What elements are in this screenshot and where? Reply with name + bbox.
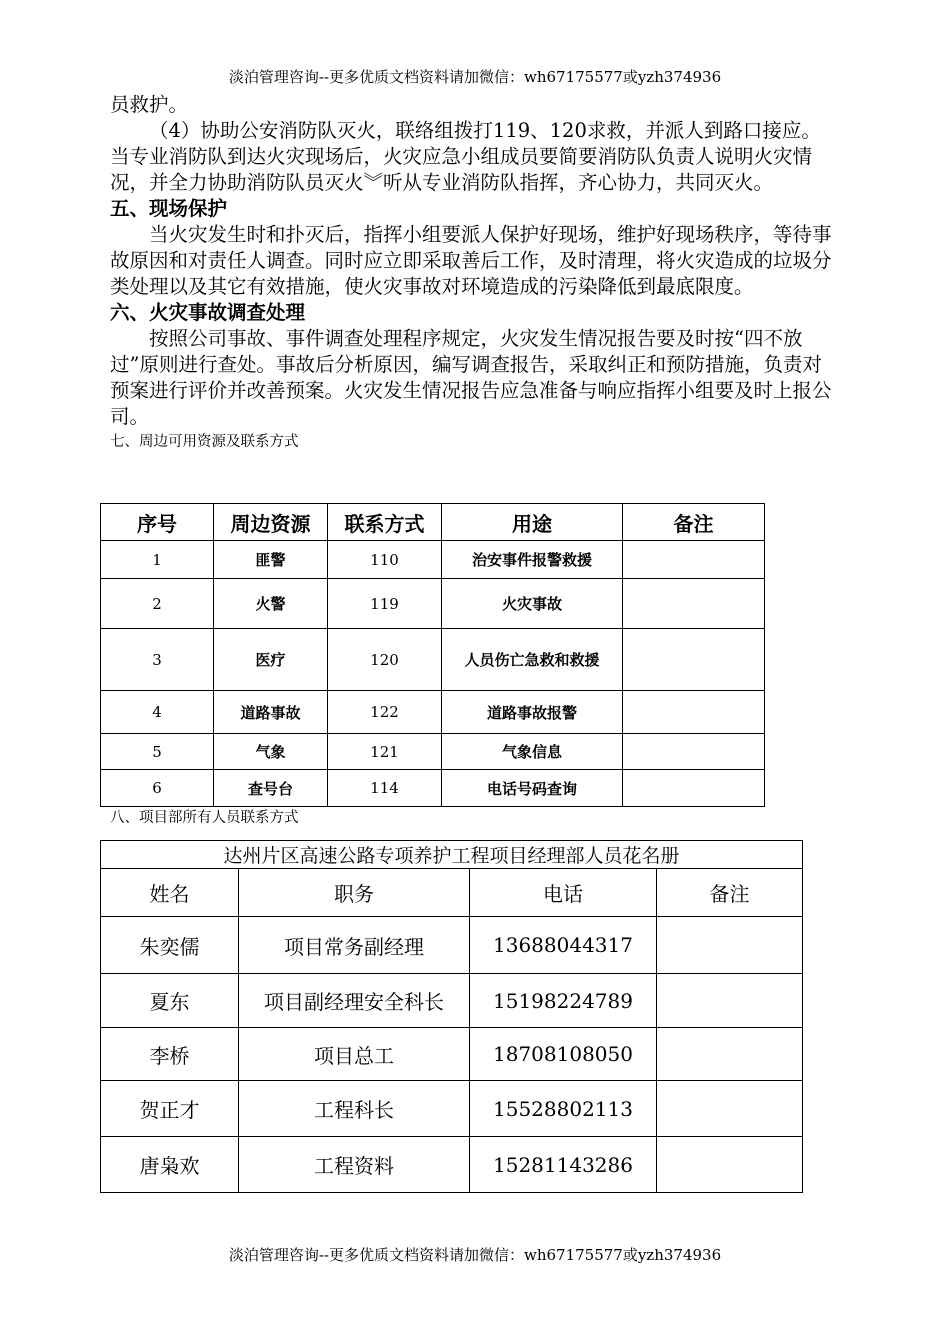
cell-note xyxy=(657,1081,803,1137)
cell-note xyxy=(657,917,803,974)
cell-role: 工程资料 xyxy=(239,1137,470,1193)
header-cell-note: 备注 xyxy=(657,869,803,917)
paragraph-investigation: 按照公司事故、事件调查处理程序规定，火灾发生情况报告要及时按“四不放过”原则进行查处。事故后分析原因，编写调查报告，采取纠正和预防措施，负责对预案进行评价并改善预案。火灾发生情况报告应急准备与响应指挥小组要及时上报公司。 xyxy=(110,327,832,428)
cell-resource: 医疗 xyxy=(214,629,328,691)
table-row xyxy=(101,579,765,629)
cell-phone: 121 xyxy=(328,734,442,770)
cell-note xyxy=(623,541,765,579)
cell-resource: 匪警 xyxy=(214,541,328,579)
cell-resource: 火警 xyxy=(214,579,328,629)
cell-phone: 122 xyxy=(328,691,442,734)
staff-table xyxy=(100,840,803,1193)
header-cell-name: 姓名 xyxy=(101,869,239,917)
table-row xyxy=(101,1028,803,1081)
cell-phone: 15528802113 xyxy=(470,1081,657,1137)
cell-phone: 120 xyxy=(328,629,442,691)
table-row xyxy=(101,770,765,807)
table-row xyxy=(101,734,765,770)
table-row xyxy=(101,691,765,734)
header-cell-phone: 电话 xyxy=(470,869,657,917)
cell-phone: 13688044317 xyxy=(470,917,657,974)
cell-phone: 110 xyxy=(328,541,442,579)
cell-role: 项目总工 xyxy=(239,1028,470,1081)
cell-note xyxy=(657,1137,803,1193)
table-row xyxy=(101,629,765,691)
header-cell-note: 备注 xyxy=(623,504,765,541)
cell-phone: 119 xyxy=(328,579,442,629)
header-cell-contact: 联系方式 xyxy=(328,504,442,541)
cell-no: 1 xyxy=(101,541,214,579)
cell-phone: 114 xyxy=(328,770,442,807)
section-heading-5: 五、现场保护 xyxy=(110,197,228,220)
cell-note xyxy=(657,1028,803,1081)
cell-use: 治安事件报警救援 xyxy=(442,541,623,579)
cell-note xyxy=(623,734,765,770)
cell-no: 6 xyxy=(101,770,214,807)
paragraph-continued: 员救护。 xyxy=(110,93,189,116)
cell-no: 5 xyxy=(101,734,214,770)
header-cell-no: 序号 xyxy=(101,504,214,541)
cell-note xyxy=(623,579,765,629)
table-header-row xyxy=(101,504,765,541)
cell-role: 项目常务副经理 xyxy=(239,917,470,974)
cell-note xyxy=(623,691,765,734)
header-cell-use: 用途 xyxy=(442,504,623,541)
staff-table-title: 达州片区高速公路专项养护工程项目经理部人员花名册 xyxy=(101,841,803,869)
section-heading-8: 八、项目部所有人员联系方式 xyxy=(110,810,299,826)
cell-role: 项目副经理安全科长 xyxy=(239,974,470,1028)
resources-table xyxy=(100,503,765,807)
cell-role: 工程科长 xyxy=(239,1081,470,1137)
paragraph-firefighting-assist: （4）协助公安消防队灭火，联络组拨打119、120求救，并派人到路口接应。当专业消防队到达火灾现场后，火灾应急小组成员要简要消防队负责人说明火灾情况，并全力协助消防队员灭火︾听从专业消防队指挥，齐心协力，共同灭火。 xyxy=(110,119,821,194)
cell-use: 道路事故报警 xyxy=(442,691,623,734)
header-cell-role: 职务 xyxy=(239,869,470,917)
page-footer: 淡泊管理咨询--更多优质文档资料请加微信：wh67175577或yzh374936 xyxy=(228,1246,722,1264)
section-heading-7: 七、周边可用资源及联系方式 xyxy=(110,434,299,450)
cell-resource: 气象 xyxy=(214,734,328,770)
cell-use: 火灾事故 xyxy=(442,579,623,629)
cell-phone: 18708108050 xyxy=(470,1028,657,1081)
table-row xyxy=(101,1137,803,1193)
cell-note xyxy=(657,974,803,1028)
table-row xyxy=(101,1081,803,1137)
cell-resource: 查号台 xyxy=(214,770,328,807)
header-cell-resource: 周边资源 xyxy=(214,504,328,541)
cell-name: 夏东 xyxy=(101,974,239,1028)
document-body xyxy=(110,92,840,454)
cell-no: 4 xyxy=(101,691,214,734)
table-row xyxy=(101,917,803,974)
staff-table-title-row xyxy=(101,841,803,869)
section-heading-6: 六、火灾事故调查处理 xyxy=(110,301,306,324)
cell-note xyxy=(623,770,765,807)
cell-use: 气象信息 xyxy=(442,734,623,770)
table-row xyxy=(101,541,765,579)
cell-phone: 15198224789 xyxy=(470,974,657,1028)
table-header-row xyxy=(101,869,803,917)
cell-name: 李桥 xyxy=(101,1028,239,1081)
cell-no: 3 xyxy=(101,629,214,691)
cell-name: 朱奕儒 xyxy=(101,917,239,974)
cell-resource: 道路事故 xyxy=(214,691,328,734)
cell-phone: 15281143286 xyxy=(470,1137,657,1193)
cell-note xyxy=(623,629,765,691)
cell-no: 2 xyxy=(101,579,214,629)
cell-name: 唐枭欢 xyxy=(101,1137,239,1193)
cell-use: 电话号码查询 xyxy=(442,770,623,807)
table-row xyxy=(101,974,803,1028)
cell-use: 人员伤亡急救和救援 xyxy=(442,629,623,691)
cell-name: 贺正才 xyxy=(101,1081,239,1137)
paragraph-site-protection: 当火灾发生时和扑灭后，指挥小组要派人保护好现场，维护好现场秩序，等待事故原因和对责任人调查。同时应立即采取善后工作，及时清理，将火灾造成的垃圾分类处理以及其它有效措施，使火灾事故对环境造成的污染降低到最底限度。 xyxy=(110,223,832,298)
page-header: 淡泊管理咨询--更多优质文档资料请加微信：wh67175577或yzh374936 xyxy=(228,68,722,86)
